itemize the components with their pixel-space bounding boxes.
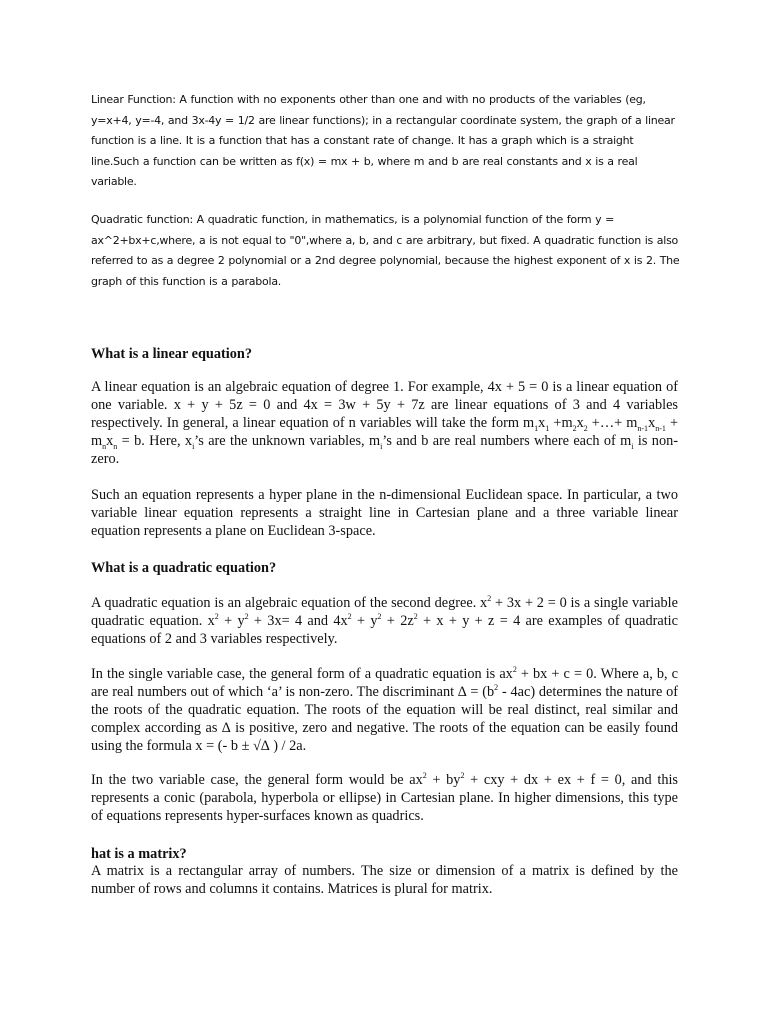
hyperplane-paragraph: Such an equation represents a hyper plane in the n-dimensional Euclidean space. In particular, a two variable linear equation represents a straight line in Cartesian plane and a three variable linear equation represents a plane on Euclidean 3-space. [91,487,678,539]
quadratic-function-note: Quadratic function: A quadratic function, in mathematics, is a polynomial function of the form y = ax^2+bx+c,where, a is not equal to "0",where a, b, and c are arbitrary, but fixed. A quadratic function is also referred to as a degree 2 polynomial or a 2nd degree polynomial, because the highest exponent of x is 2. The graph of this function is a parabola. [91,213,680,288]
matrix-paragraph: A matrix is a rectangular array of numbers. The size or dimension of a matrix is defined by the number of rows and columns it contains. Matrices is plural for matrix. [91,863,678,897]
matrix-heading: hat is a matrix? [91,846,187,862]
single-variable-paragraph: In the single variable case, the general form of a quadratic equation is $ax^2$ + bx + c = 0. Where a, b, c are real numbers out of which ‘a’ is non-zero. The discriminant ∆ = $(b^2 - 4ac)$ determines the nature of the roots of the quadratic equation. The roots of the equation will be real distinct, real similar and complex according as ∆ is positive, zero and negative. The roots of the equation can be easily found using the formula x = (- b ± √∆ ) / 2a. [91,665,678,754]
quadratic-equation-heading: What is a quadratic equation? [91,560,277,576]
linear-equation-heading: What is a linear equation? [91,346,252,362]
two-variable-paragraph: In the two variable case, the general form would be $ax^2 + by^2$ + cxy + dx + ex + f = 0, and this represents a conic (parabola, hyperbola or ellipse) in Cartesian plane. In higher dimensions, this type of equations represents hyper-surfaces known as quadrics. [91,771,678,824]
quadratic-definition-paragraph: A quadratic equation is an algebraic equation of the second degree. $x^2 + 3x + 2 = 0$ is a single variable quadratic equation. $x^2 + y^2 + 3x= 4$ and $4x^2 + y^2 + 2z^2 + x + y + z = 4$ are examples of quadratic equations of 2 and 3 variables respectively. [91,594,678,647]
linear-equation-paragraph: A linear equation is an algebraic equation of degree 1. For example, 4x + 5 = 0 is a linear equation of one variable. x + y + 5z = 0 and 4x = 3w + 5y + 7z are linear equations of 3 and 4 variables respectively. In general, a linear equation of n variables will take the form $m_1x_1 +m_2x_2$ +…+ $m_{n-1}x_{n-1} + m_nx_n = b$. Here, $x_i’s$ are the unknown variables, $m_i’s$ and b are real numbers where each of $m_i$ is non-zero. [91,379,679,467]
linear-function-note: Linear Function: A function with no exponents other than one and with no products of the variables (eg, y=x+4, y=-4, and 3x-4y = 1/2 are linear functions); in a rectangular coordinate system, the graph of a linear function is a line. It is a function that has a constant rate of change. It has a graph which is a straight line.Such a function can be written as f(x) = mx + b, where m and b are real constants and x is a real variable. [91,93,675,188]
